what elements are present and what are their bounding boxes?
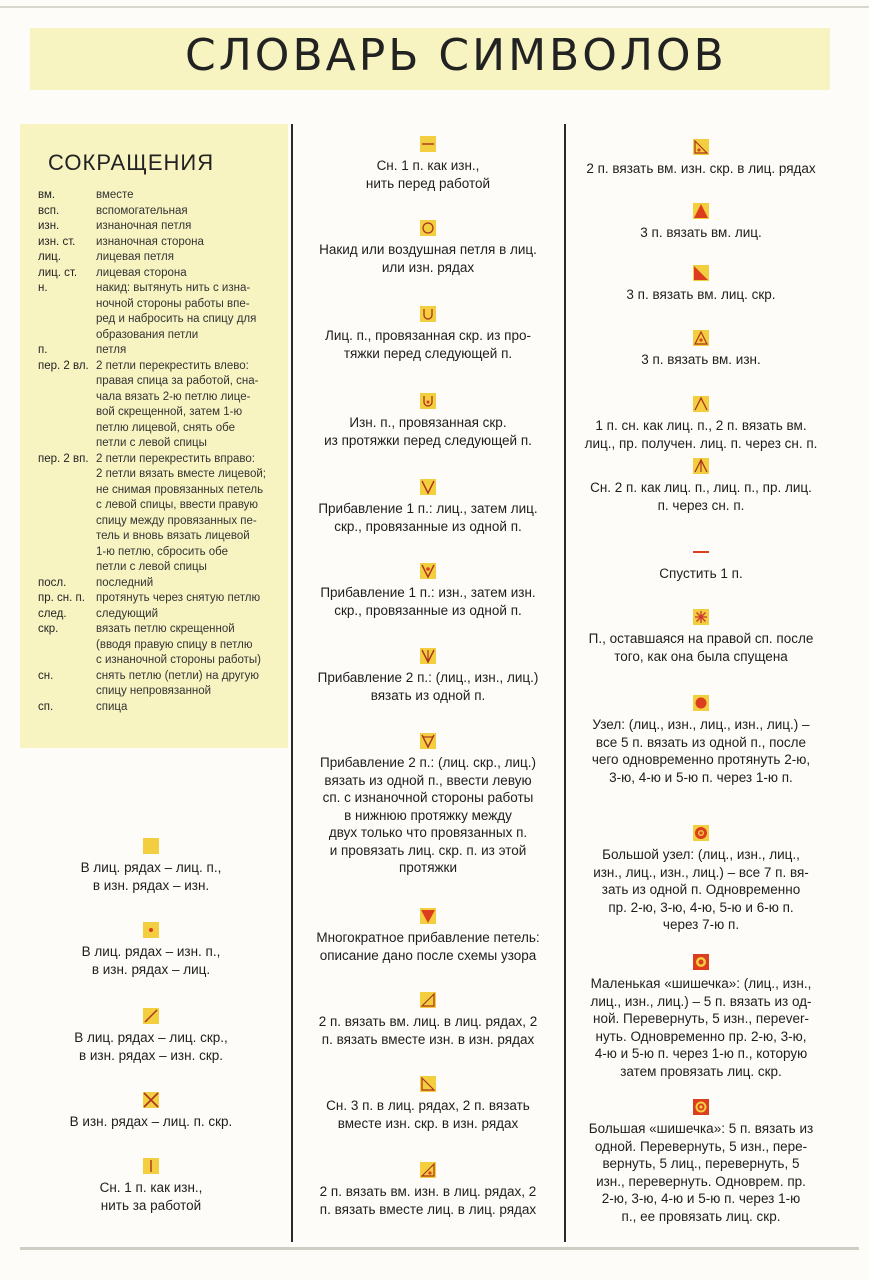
abbreviation-definition: последний <box>96 576 154 589</box>
symbol-entry <box>296 563 560 619</box>
symbol-description: Прибавление 2 п.: (лиц., изн., лиц.) вязать из одной п. <box>317 670 539 703</box>
symbol-description: Сн. 1 п. как изн., нить перед работой <box>365 158 491 191</box>
symbol-description: В лиц. рядах – лиц. п., в изн. рядах – изн. <box>80 860 222 893</box>
abbreviation-term: пер. 2 вп. <box>38 452 89 465</box>
asterisk-icon <box>693 609 709 625</box>
abbreviation-row <box>38 266 283 282</box>
p2tog-dot-icon <box>420 1162 436 1178</box>
symbol-description: Узел: (лиц., изн., лиц., изн., лиц.) – все 5 п. вязать из одной п., после чего одновременно протянуть 2-ю, 3-ю, 4-ю и 5-ю п. через 1-ю п. <box>591 717 811 785</box>
symbol-entry <box>296 136 560 192</box>
symbol-entry <box>20 1008 282 1064</box>
symbol-entry <box>296 1162 560 1218</box>
abbreviation-term: вм. <box>38 189 56 201</box>
abbreviation-definition: накид: вытянуть нить с изна- ночной стороны работы впе- ред и набросить на спицу для образования петли <box>96 282 257 341</box>
big-bobble-icon <box>693 1099 709 1115</box>
purl-from-strand-icon <box>420 393 436 409</box>
abbreviation-term: п. <box>38 344 48 356</box>
big-knot-ring-icon <box>693 825 709 841</box>
symbol-entry <box>20 838 282 894</box>
k2tog-right-icon <box>420 992 436 1008</box>
abbreviations-heading: СОКРАЩЕНИЯ <box>48 150 215 175</box>
symbol-description: Большая «шишечка»: 5 п. вязать из одной. Перевернуть, 5 изн., пере- вернуть, 5 лиц., перевернуть, 5 изн., перевернуть. Одноврем. пр. 2-ю, 3-ю, 4-ю и 5-ю п. через 1-ю п., ее провязать лиц. скр. <box>588 1121 814 1224</box>
symbol-description: Большой узел: (лиц., изн., лиц., изн., лиц., изн., лиц.) – все 7 п. вя- зать из одной п. Одновременно пр. 2-ю, 3-ю, 4-ю, 5-ю и 6-ю п. через 7-ю п. <box>593 847 809 932</box>
abbreviation-term: н. <box>38 282 48 294</box>
symbol-entry <box>296 733 560 877</box>
increase-purl-v-icon <box>420 563 436 579</box>
symbol-entry <box>568 609 834 665</box>
symbol-description: В лиц. рядах – лиц. скр., в изн. рядах – изн. скр. <box>74 1030 228 1063</box>
symbol-entry <box>20 1158 282 1214</box>
abbreviation-term: пер. 2 вл. <box>38 359 89 372</box>
abbreviation-term: изн. ст. <box>38 235 76 248</box>
symbol-description: Сн. 3 п. в лиц. рядах, 2 п. вязать вместе изн. скр. в изн. рядах <box>326 1098 530 1131</box>
symbol-entry <box>296 393 560 449</box>
slip-yarn-front-icon <box>420 136 436 152</box>
symbol-description: 3 п. вязать вм. лиц. скр. <box>626 287 776 302</box>
symbol-description: 3 п. вязать вм. лиц. <box>640 225 762 240</box>
symbol-description: Сн. 1 п. как изн., нить за работой <box>99 1180 203 1213</box>
symbol-entry <box>568 139 834 178</box>
symbol-entry <box>20 1092 282 1131</box>
symbol-description: Маленькая «шишечка»: (лиц., изн., лиц., изн., лиц.) – 5 п. вязать из од- ной. Перевернуть, 5 изн., переver- нуть. Одновременно пр. 2-ю, 3-ю, 4-ю и 5-ю п. через 1-ю п., которую затем провязать лиц. скр. <box>590 976 812 1079</box>
symbol-entry <box>568 954 834 1080</box>
symbol-entry <box>568 203 834 242</box>
abbreviation-definition: снять петлю (петли) на другую спицу непровязанной <box>96 669 260 697</box>
cross-x-icon <box>143 1092 159 1108</box>
purl-dot-square-icon <box>143 922 159 938</box>
symbol-entry <box>568 458 834 514</box>
abbreviation-definition: 2 петли перекрестить вправо: 2 петли вязать вместе лицевой; не снимая провязанных петель с левой спицы, ввести правую спицу между провязанных пе- тель и вновь вязать лицевой 1-ю петлю, сбросить обе петли с левой спицы <box>96 452 266 573</box>
abbreviation-row <box>38 359 283 452</box>
yarn-over-circle-icon <box>420 220 436 236</box>
symbol-entry <box>296 479 560 535</box>
symbol-description: Изн. п., провязанная скр. из протяжки перед следующей п. <box>324 415 532 448</box>
symbol-description: 2 п. вязать вм. лиц. в лиц. рядах, 2 п. вязать вместе изн. в изн. рядах <box>318 1014 538 1047</box>
abbreviation-row <box>38 235 283 251</box>
k3tog-red-triangle-icon <box>693 203 709 219</box>
symbol-entry <box>568 825 834 934</box>
symbol-entry <box>568 396 834 452</box>
symbol-entry <box>296 992 560 1048</box>
symbol-description: 3 п. вязать вм. изн. <box>641 352 761 367</box>
abbreviation-term: посл. <box>38 576 67 589</box>
abbreviation-term: изн. <box>38 220 60 232</box>
symbol-entry <box>568 695 834 786</box>
abbreviation-row <box>38 622 283 669</box>
s2kp-caret-line-icon <box>693 458 709 474</box>
increase-two-strand-icon <box>420 733 436 749</box>
drop-stitch-dash-icon <box>693 544 709 560</box>
knit-purl-square-icon <box>143 838 159 854</box>
abbreviation-definition: спица <box>96 700 128 713</box>
abbreviation-row <box>38 343 283 359</box>
symbol-description: Сн. 2 п. как лиц. п., лиц. п., пр. лиц. п. через сн. п. <box>590 480 812 513</box>
abbreviation-definition: вспомогательная <box>96 204 188 217</box>
ssk-left-icon <box>420 1076 436 1092</box>
abbreviation-definition: лицевая петля <box>96 251 174 263</box>
symbol-description: Прибавление 1 п.: лиц., затем лиц. скр., провязанные из одной п. <box>318 501 538 534</box>
abbreviation-row <box>38 188 283 204</box>
symbol-entry <box>568 1099 834 1225</box>
abbreviation-definition: 2 петли перекрестить влево: правая спица за работой, сна- чала вязать 2-ю петлю лице- вой скрещенной, затем 1-ю петлю лицевой, снять обе петли с левой спицы <box>96 359 259 449</box>
symbol-entry <box>568 265 834 304</box>
abbreviation-term: сн. <box>38 669 54 682</box>
symbol-description: Лиц. п., провязанная скр. из про- тяжки перед следующей п. <box>324 328 531 361</box>
symbol-description: П., оставшаяся на правой сп. после того, как она была спущена <box>588 631 814 664</box>
sssk-red-triangle-icon <box>693 265 709 281</box>
abbreviation-term: сп. <box>38 700 54 713</box>
abbreviation-row <box>38 452 283 576</box>
column-divider-2 <box>564 124 566 1242</box>
abbreviation-row <box>38 607 283 623</box>
symbol-description: В лиц. рядах – изн. п., в изн. рядах – лиц. <box>81 944 221 977</box>
abbreviations-list <box>38 188 283 715</box>
top-rule <box>0 6 869 8</box>
symbol-entry <box>296 648 560 704</box>
multiple-increase-triangle-icon <box>420 908 436 924</box>
abbreviation-definition: вязать петлю скрещенной (вводя правую спицу в петлю с изнаночной стороны работы) <box>96 623 262 666</box>
abbreviation-row <box>38 700 283 716</box>
abbreviation-term: скр. <box>38 623 59 635</box>
symbol-description: Накид или воздушная петля в лиц. или изн. рядах <box>319 242 537 275</box>
page-title: СЛОВАРЬ СИМВОЛОВ <box>185 30 727 81</box>
twisted-knit-slash-icon <box>143 1008 159 1024</box>
abbreviation-term: лиц. <box>38 251 61 263</box>
knit-from-strand-icon <box>420 306 436 322</box>
abbreviation-definition: вместе <box>96 189 134 201</box>
abbreviation-row <box>38 576 283 592</box>
abbreviation-term: лиц. ст. <box>38 266 78 279</box>
p3tog-triangle-dot-icon <box>693 330 709 346</box>
column-divider-1 <box>291 124 293 1242</box>
symbol-entry <box>20 922 282 978</box>
abbreviation-term: след. <box>38 607 67 620</box>
symbol-description: Прибавление 2 п.: (лиц. скр., лиц.) вязать из одной п., ввести левую сп. с изнаночной стороны работы в нижнюю протяжку между двух только что провязанных п. и провязать лиц. скр. п. из этой протяжки <box>320 755 536 875</box>
symbol-entry <box>568 544 834 583</box>
abbreviation-definition: петля <box>96 344 127 356</box>
abbreviation-row <box>38 669 283 700</box>
symbol-description: Прибавление 1 п.: изн., затем изн. скр., провязанные из одной п. <box>320 585 536 618</box>
sk2p-caret-icon <box>693 396 709 412</box>
abbreviation-term: всп. <box>38 204 60 217</box>
abbreviation-row <box>38 204 283 220</box>
abbreviation-row <box>38 250 283 266</box>
symbol-description: 2 п. вязать вм. изн. в лиц. рядах, 2 п. вязать вместе лиц. в лиц. рядах <box>319 1184 537 1217</box>
symbol-entry <box>296 908 560 964</box>
p2tog-tbl-icon <box>693 139 709 155</box>
abbreviation-definition: изнаночная петля <box>96 220 192 232</box>
bottom-rule <box>20 1247 859 1250</box>
abbreviation-definition: следующий <box>96 607 158 620</box>
abbreviation-definition: лицевая сторона <box>96 266 187 279</box>
symbol-description: 1 п. сн. как лиц. п., 2 п. вязать вм. лиц., пр. получен. лиц. п. через сн. п. <box>584 418 818 451</box>
abbreviation-definition: изнаночная сторона <box>96 235 204 248</box>
symbol-description: Спустить 1 п. <box>659 566 743 581</box>
abbreviation-row <box>38 219 283 235</box>
abbreviation-term: пр. сн. п. <box>38 592 85 604</box>
increase-knit-v-icon <box>420 479 436 495</box>
knot-red-dot-icon <box>693 695 709 711</box>
symbol-description: Многократное прибавление петель: описание дано после схемы узора <box>316 930 540 963</box>
symbol-entry <box>568 330 834 369</box>
symbol-description: 2 п. вязать вм. изн. скр. в лиц. рядах <box>586 161 816 176</box>
small-bobble-icon <box>693 954 709 970</box>
symbol-description: В изн. рядах – лиц. п. скр. <box>69 1114 233 1129</box>
symbol-entry <box>296 306 560 362</box>
increase-two-v-icon <box>420 648 436 664</box>
symbol-entry <box>296 220 560 276</box>
slip-yarn-back-icon <box>143 1158 159 1174</box>
abbreviation-row <box>38 281 283 343</box>
symbol-entry <box>296 1076 560 1132</box>
abbreviation-definition: протянуть через снятую петлю <box>96 592 261 604</box>
abbreviation-row <box>38 591 283 607</box>
